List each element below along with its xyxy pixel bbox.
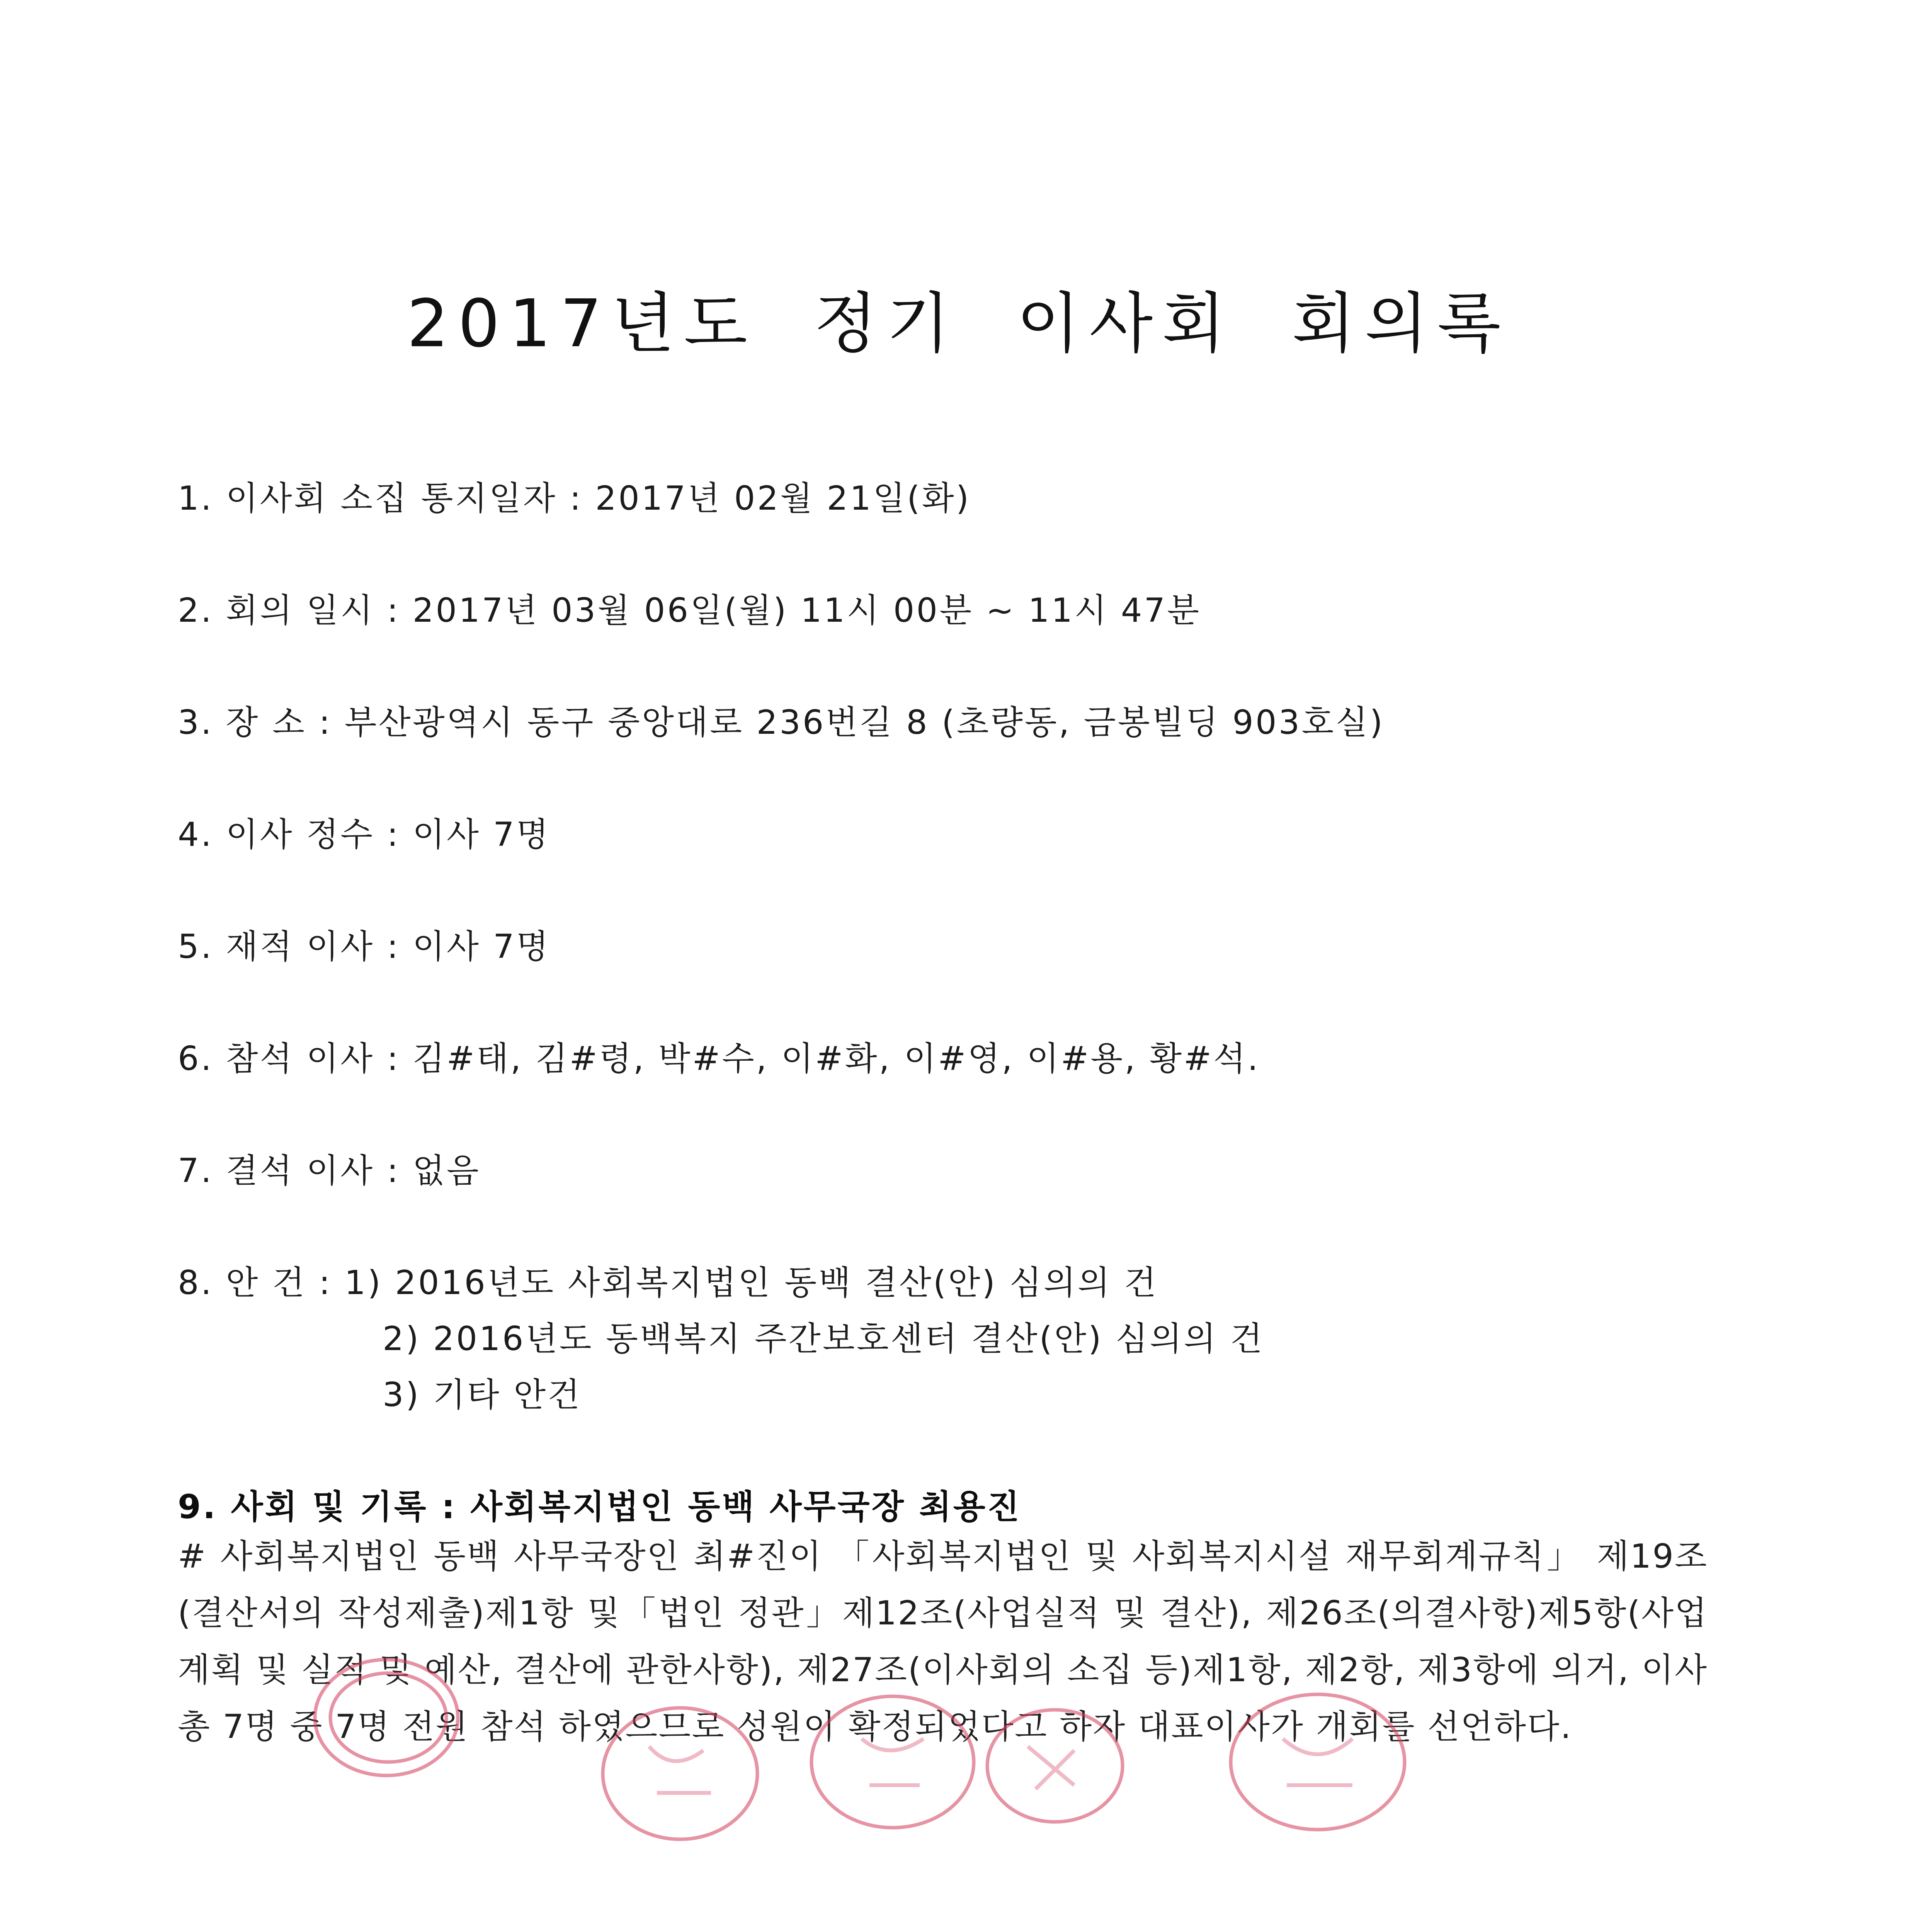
registered-directors-line: 5. 재적 이사 : 이사 7명: [178, 927, 550, 966]
director-quota-line: 4. 이사 정수 : 이사 7명: [178, 815, 550, 854]
absent-directors-line: 7. 결석 이사 : 없음: [178, 1151, 481, 1190]
agenda-item-2: 2) 2016년도 동백복지 주간보호센터 결산(안) 심의의 건: [383, 1320, 1264, 1358]
place-line: 3. 장 소 : 부산광역시 동구 중앙대로 236번길 8 (초량동, 금봉빌딩 903호실): [178, 703, 1385, 742]
agenda-item-3: 3) 기타 안건: [383, 1376, 582, 1414]
present-directors-line: 6. 참석 이사 : 김#태, 김#령, 박#수, 이#화, 이#영, 이#용, 황#석.: [178, 1039, 1260, 1078]
notice-date-line: 1. 이사회 소집 통지일자 : 2017년 02월 21일(화): [178, 479, 971, 518]
host-and-recorder-line: 9. 사회 및 기록 : 사회복지법인 동백 사무국장 최용진: [178, 1488, 1021, 1526]
meeting-date-line: 2. 회의 일시 : 2017년 03월 06일(월) 11시 00분 ~ 11시 47분: [178, 591, 1201, 630]
document-title: 2017년도 정기 이사회 회의록: [407, 286, 1510, 362]
host-paragraph: # 사회복지법인 동백 사무국장인 최#진이 「사회복지법인 및 사회복지시설 재무회계규칙」 제19조(결산서의 작성제출)제1항 및「법인 정관」제12조(사업실적 및 결산), 제26조(의결사항)제5항(사업계획 및 실적 및 예산, 결산에 관한사항), 제27조(이사회의 소집 등)제1항, 제2항, 제3항에 의거, 이사 총 7명 중 7명 전원 참석 하였으므로 성원이 확정되었다고 하자 대표이사가 개회를 선언하다.: [178, 1537, 1708, 1746]
agenda-item-1: 8. 안 건 : 1) 2016년도 사회복지법인 동백 결산(안) 심의의 건: [178, 1264, 1158, 1302]
